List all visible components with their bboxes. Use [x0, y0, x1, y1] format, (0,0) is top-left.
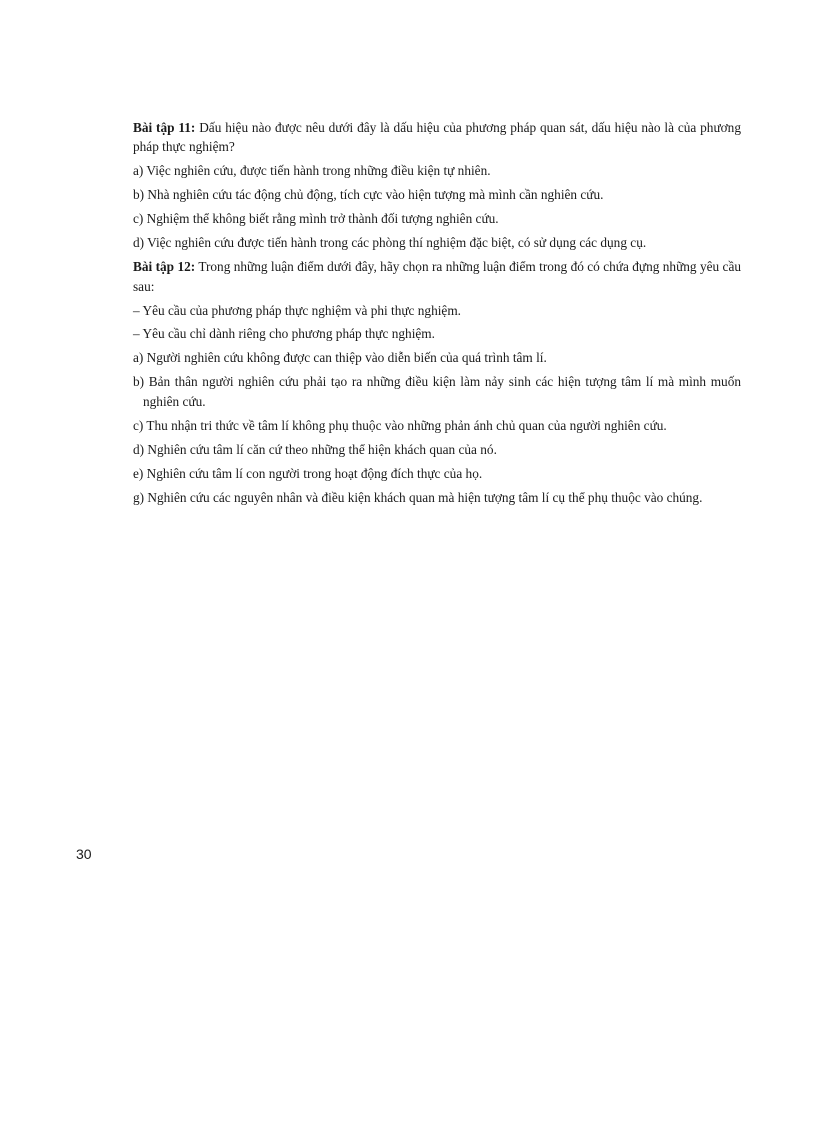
- exercise-12-item-b: b) Bản thân người nghiên cứu phải tạo ra những điều kiện làm nảy sinh các hiện tượng tâm lí mà mình muốn nghiên cứu.: [133, 374, 741, 409]
- exercise-11-prompt: [133, 118, 741, 157]
- page-number: 30: [76, 846, 92, 862]
- exercise-12-item-e: e) Nghiên cứu tâm lí con người trong hoạt động đích thực của họ.: [133, 465, 483, 481]
- exercise-12-prompt: [133, 257, 741, 296]
- exercise-12-item-g: g) Nghiên cứu các nguyên nhân và điều kiện khách quan mà hiện tượng tâm lí cụ thể phụ thuộc vào chúng.: [133, 489, 703, 505]
- exercise-12-requirement-2: – Yêu cầu chỉ dành riêng cho phương pháp thực nghiệm.: [133, 326, 435, 342]
- exercise-11-text: Dấu hiệu nào được nêu dưới đây là dấu hiệu của phương pháp quan sát, dấu hiệu nào là của phương pháp thực nghiệm?: [133, 120, 741, 155]
- page-content: [133, 118, 741, 512]
- exercise-12-item-a: a) Người nghiên cứu không được can thiệp vào diễn biến của quá trình tâm lí.: [133, 350, 547, 366]
- exercise-12-item-c: c) Thu nhận tri thức về tâm lí không phụ thuộc vào những phản ánh chủ quan của người nghiên cứu.: [133, 417, 667, 433]
- exercise-11-item-b: b) Nhà nghiên cứu tác động chủ động, tích cực vào hiện tượng mà mình cần nghiên cứu.: [133, 187, 604, 203]
- exercise-12-item-d: d) Nghiên cứu tâm lí căn cứ theo những thể hiện khách quan của nó.: [133, 441, 497, 457]
- exercise-11-item-c: c) Nghiệm thể không biết rằng mình trở thành đối tượng nghiên cứu.: [133, 211, 499, 227]
- exercise-11-item-a: a) Việc nghiên cứu, được tiến hành trong những điều kiện tự nhiên.: [133, 163, 491, 179]
- exercise-11-label: Bài tập 11:: [133, 120, 196, 135]
- exercise-12-requirement-1: – Yêu cầu của phương pháp thực nghiệm và phi thực nghiệm.: [133, 302, 461, 318]
- exercise-11-item-d: d) Việc nghiên cứu được tiến hành trong các phòng thí nghiệm đặc biệt, có sử dụng các dụng cụ.: [133, 235, 647, 251]
- exercise-12-label: Bài tập 12:: [133, 259, 196, 275]
- exercise-12-text: Trong những luận điểm dưới đây, hãy chọn ra những luận điểm trong đó có chứa đựng những yêu cầu sau:: [133, 259, 741, 294]
